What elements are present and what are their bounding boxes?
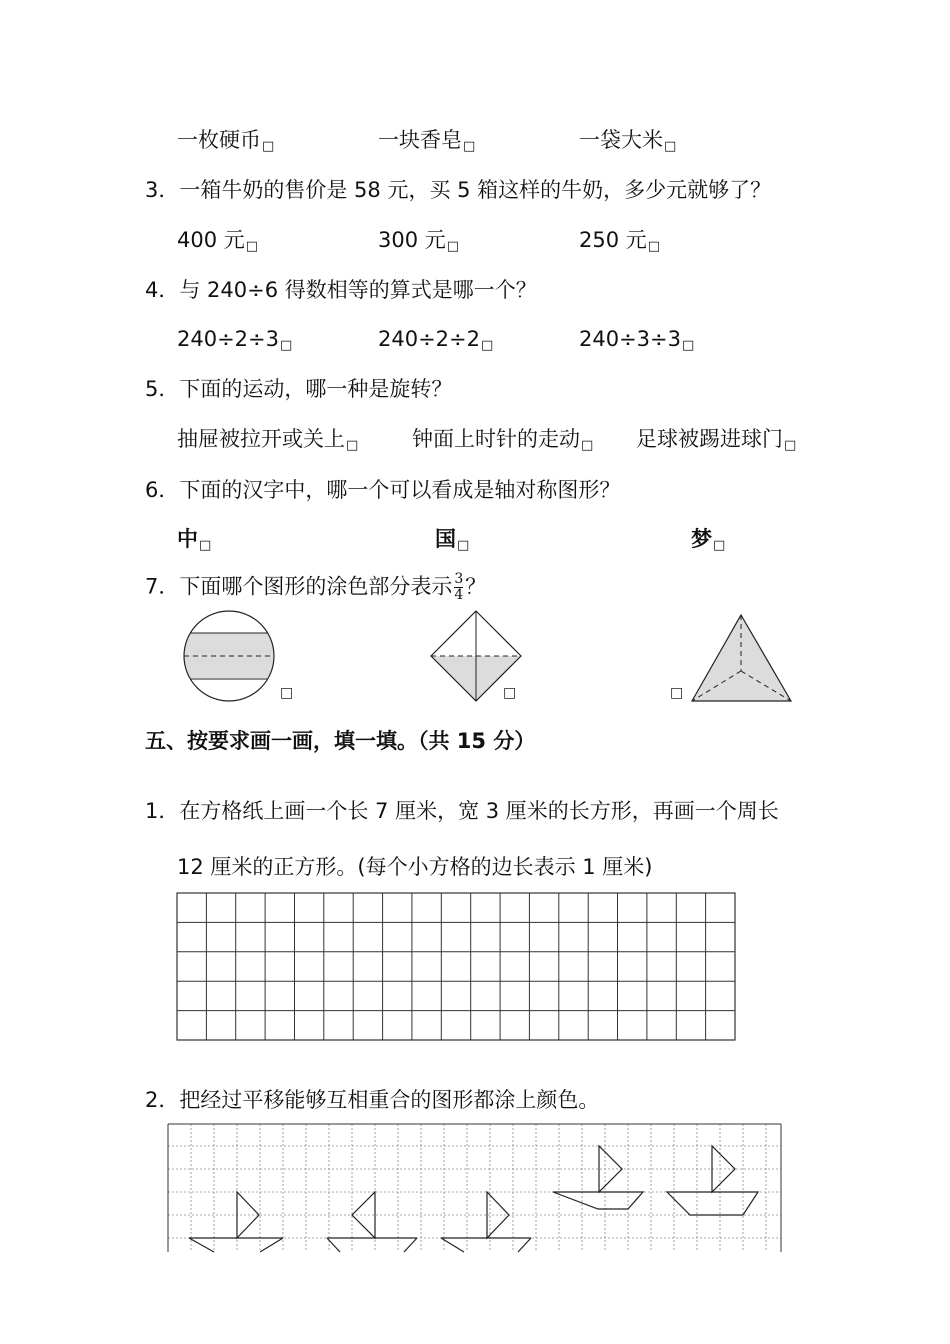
q3-text: 一箱牛奶的售价是 58 元，买 5 箱这样的牛奶，多少元就够了？ [179,178,772,202]
checkbox[interactable]: □ [682,338,695,353]
q5-number: 5． [145,377,180,401]
s5q1-number: 1． [145,799,180,823]
s5q1-text-line1: 在方格纸上画一个长 7 厘米，宽 3 厘米的长方形，再画一个周长 [179,799,779,823]
q4-option-a-label: 240÷2÷3 [177,327,279,351]
translation-grid[interactable] [168,1124,781,1252]
fraction-denominator: 4 [454,587,464,603]
q6-option-a-label: 中 [177,527,198,551]
diamond-checkbox[interactable]: □ [503,685,517,701]
dotted-grid-lines [168,1124,781,1252]
checkbox[interactable]: □ [784,438,797,453]
checkbox[interactable]: □ [262,139,275,154]
checkbox[interactable]: □ [481,338,494,353]
boat-1-hull-left [189,1238,214,1252]
checkbox[interactable]: □ [647,239,661,254]
q5-option-c-label: 足球被踢进球门 [636,427,783,451]
q4-number: 4． [145,278,180,302]
boat-figures [189,1146,758,1252]
q6-option-b-label: 国 [435,527,456,551]
checkbox[interactable]: □ [713,538,726,553]
boat-4-sail [599,1146,622,1192]
q2-option-a-label: 一枚硬币 [177,128,261,152]
s5q2-text: 把经过平移能够互相重合的图形都涂上颜色。 [179,1088,600,1112]
checkbox[interactable]: □ [446,239,460,254]
q5-option-a-label: 抽屉被拉开或关上 [177,427,345,451]
checkbox[interactable]: □ [664,139,677,154]
fraction-numerator: 3 [454,571,464,587]
q5-option-b-label: 钟面上时针的走动 [412,427,580,451]
boat-2-hull-right [404,1238,417,1252]
grid-lines [177,893,735,1040]
boat-5-sail [712,1146,735,1192]
grid-paper[interactable] [177,893,735,1040]
boat-1-hull-right [260,1238,283,1252]
checkbox[interactable]: □ [280,338,293,353]
triangle-figure [692,615,791,701]
s5q1-line1 [145,797,779,825]
q3-option-b-label: 300 元 [378,228,446,252]
circle-figure [184,611,274,701]
q5-text: 下面的运动，哪一种是旋转？ [179,377,453,401]
s5q1-text-line2: 12 厘米的正方形。(每个小方格的边长表示 1 厘米) [177,855,653,879]
q2-option-b-label: 一块香皂 [378,128,462,152]
checkbox[interactable]: □ [463,139,476,154]
q7-suffix: ？ [465,574,487,599]
q3-option-a-label: 400 元 [177,228,245,252]
checkbox[interactable]: □ [199,538,212,553]
q4-text: 与 240÷6 得数相等的算式是哪一个？ [179,278,537,302]
q6-number: 6． [145,478,180,502]
checkbox[interactable]: □ [581,438,594,453]
q6-text: 下面的汉字中，哪一个可以看成是轴对称图形？ [179,478,621,502]
boat-2-sail [352,1192,375,1238]
checkbox[interactable]: □ [245,239,259,254]
checkbox[interactable]: □ [457,538,470,553]
grid-border [177,893,735,1040]
q4-option-b-label: 240÷2÷2 [378,327,480,351]
s5q2-number: 2． [145,1088,180,1112]
s5q2-question [145,1086,599,1114]
boat-4-hull [553,1192,643,1209]
boat-3-hull-left [441,1238,464,1252]
q3-number: 3． [145,178,180,202]
boat-5-hull [667,1192,758,1215]
section-5-title: 五、按要求画一画，填一填。（共 15 分） [145,729,536,753]
q6-option-c-label: 梦 [691,527,712,551]
q2-option-c-label: 一袋大米 [579,128,663,152]
circle-checkbox[interactable]: □ [280,685,294,701]
triangle-checkbox[interactable]: □ [670,685,684,701]
q4-option-c-label: 240÷3÷3 [579,327,681,351]
boat-3-hull-right [518,1238,531,1252]
q7-number: 7． [145,574,180,599]
q7-text: 下面哪个图形的涂色部分表示 [179,574,453,599]
checkbox[interactable]: □ [346,438,359,453]
q3-option-c-label: 250 元 [579,228,647,252]
